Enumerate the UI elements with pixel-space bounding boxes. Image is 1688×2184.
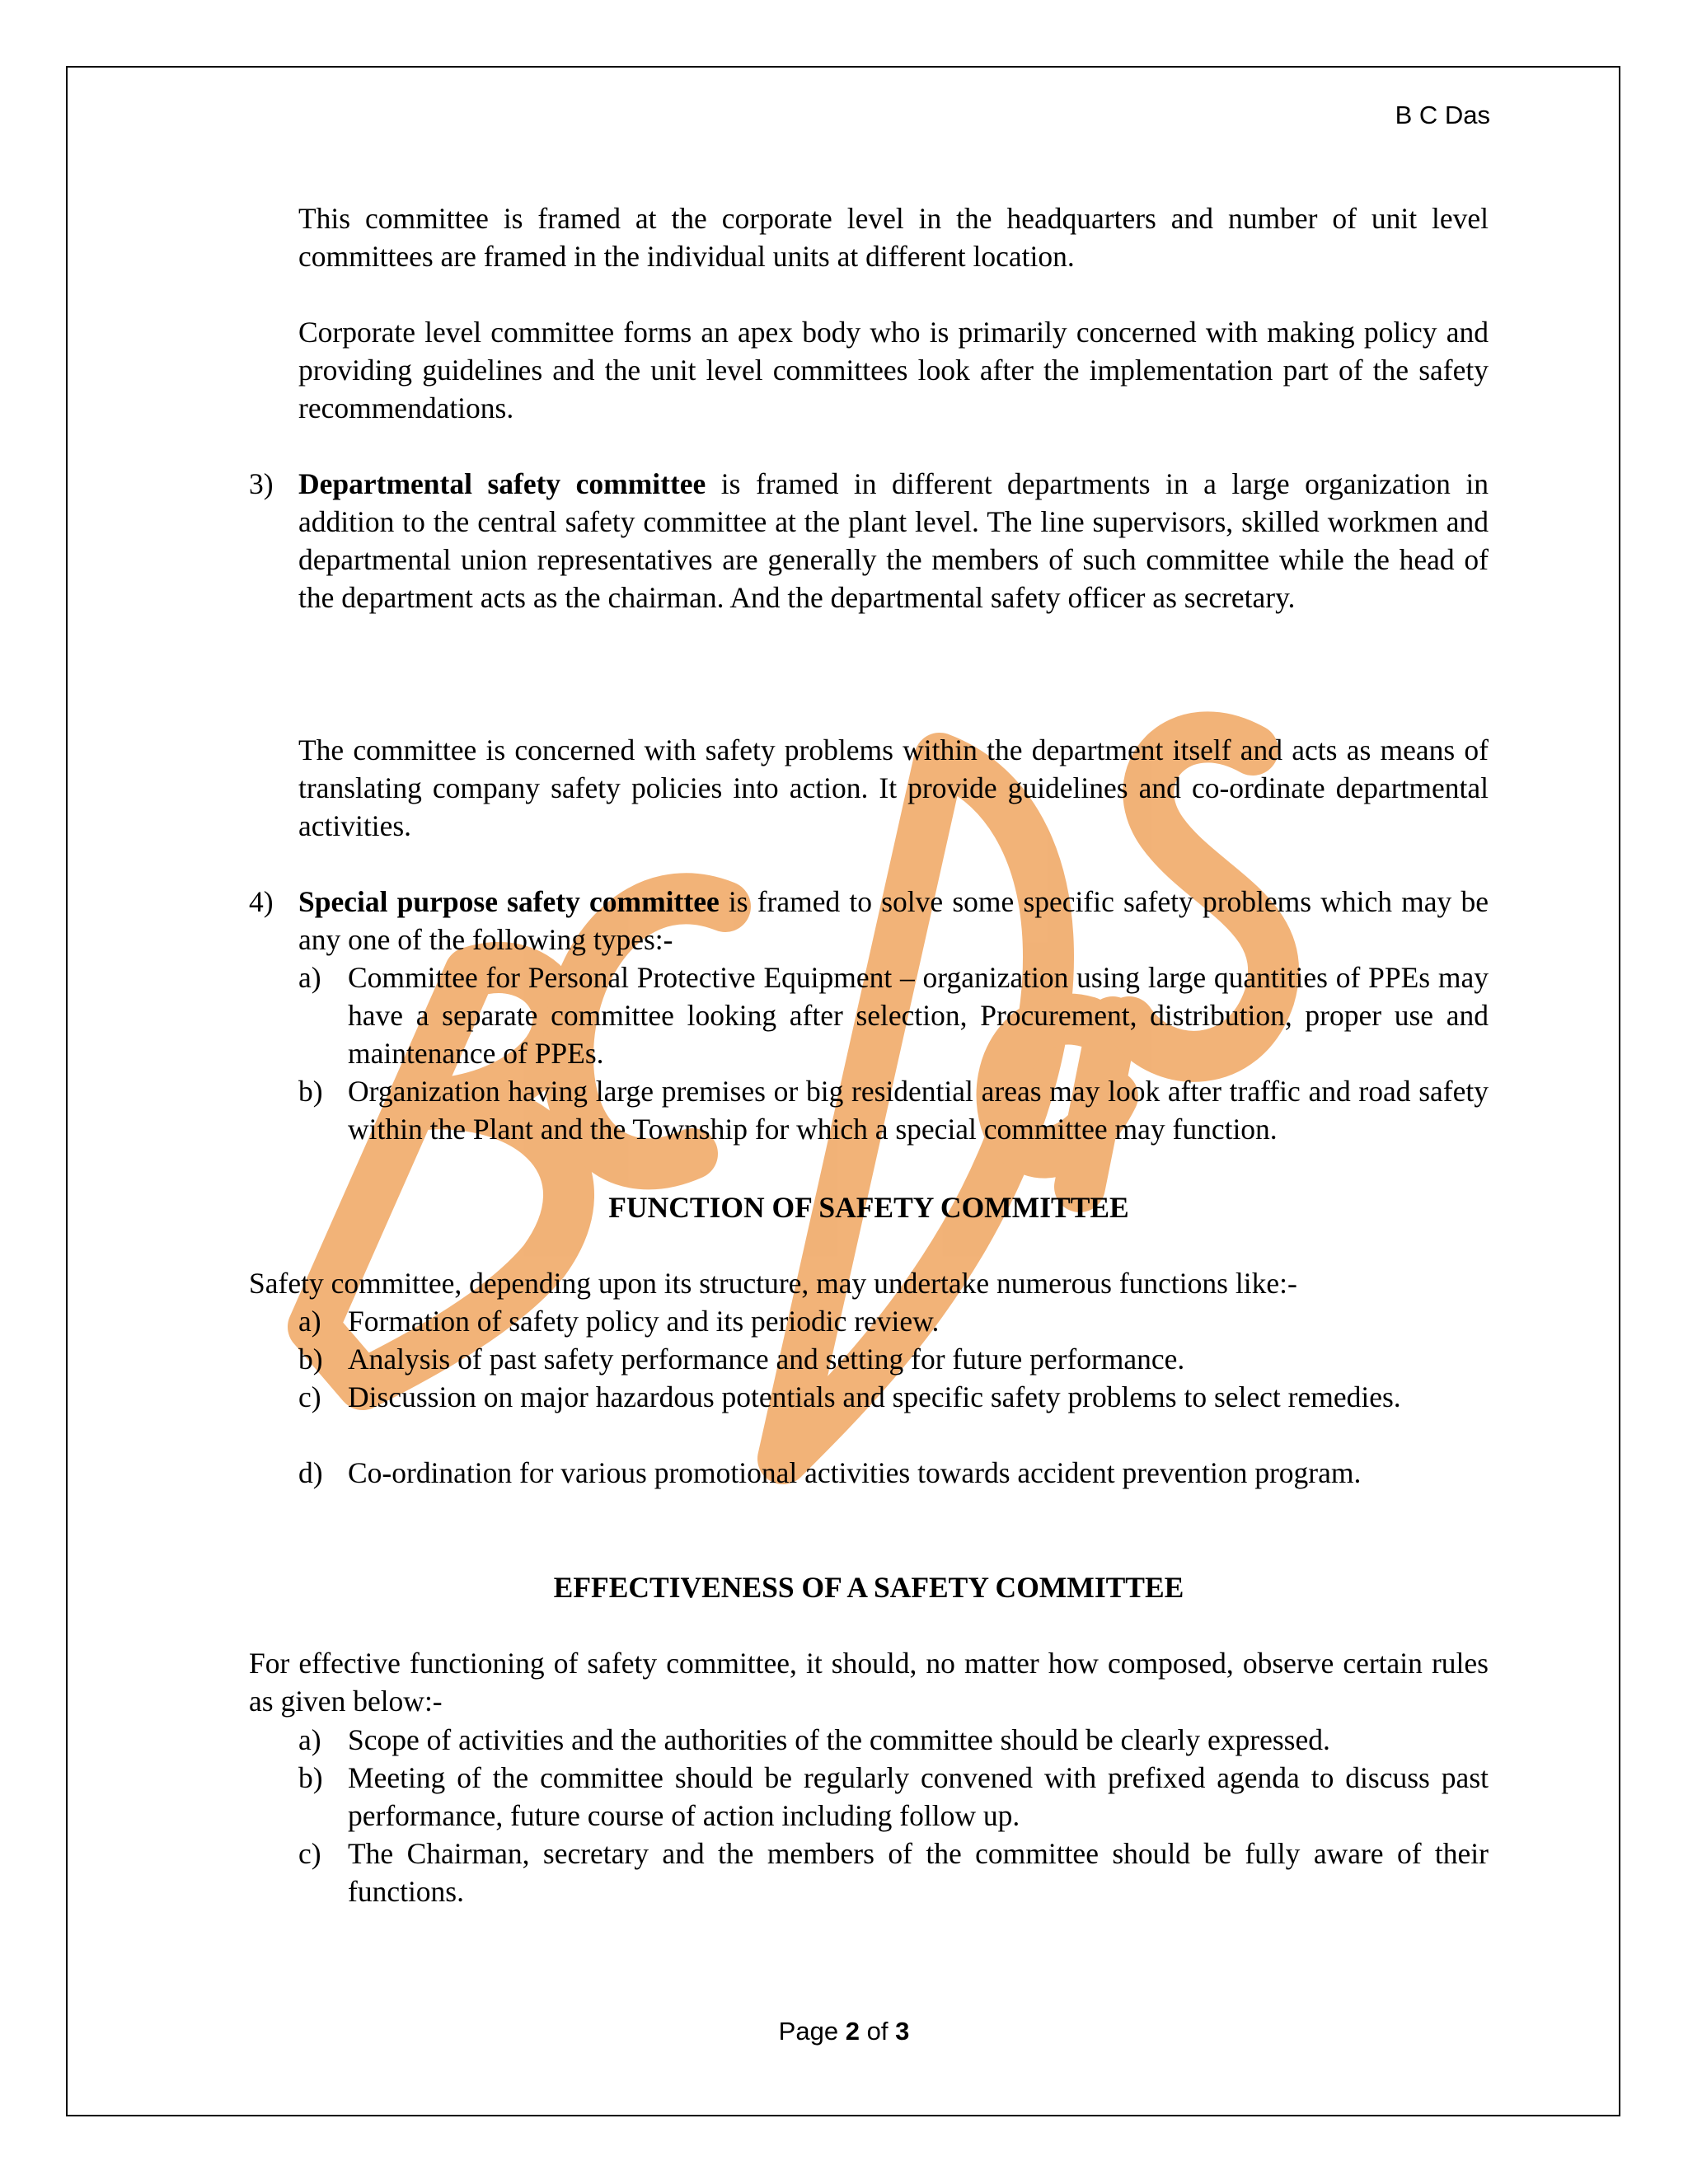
list-item-text: Co-ordination for various promotional activities towards accident prevention program. <box>348 1456 1362 1489</box>
page-footer <box>0 2013 1688 2050</box>
item-4-title: Special purpose safety committee <box>298 885 720 918</box>
intro-paragraph-1: This committee is framed at the corporate level in the headquarters and number of unit level committees are framed in the individual units at different location. <box>298 202 1489 273</box>
list-item-text: Analysis of past safety performance and setting for future performance. <box>348 1343 1185 1376</box>
function-intro: Safety committee, depending upon its structure, may undertake numerous functions like:- <box>249 1267 1297 1300</box>
list-item-text: The Chairman, secretary and the members of the committee should be fully aware of their functions. <box>348 1837 1489 1908</box>
list-item-text: Meeting of the committee should be regularly convened with prefixed agenda to discuss past performance, future course of action including follow up. <box>348 1761 1489 1832</box>
item-3-paragraph <box>298 465 1489 616</box>
list-item-text: Committee for Personal Protective Equipment – organization using large quantities of PPEs may have a separate committee looking after selection, Procurement, distribution, proper use and maintenance of PPEs. <box>348 961 1489 1070</box>
page-label: Page <box>778 2017 839 2046</box>
list-item-text: Discussion on major hazardous potentials and specific safety problems to select remedies. <box>348 1380 1401 1413</box>
list-item-text: Organization having large premises or big residential areas may look after traffic and road safety within the Plant and the Township for which a special committee may function. <box>348 1075 1489 1146</box>
section-heading-function: FUNCTION OF SAFETY COMMITTEE <box>608 1191 1129 1224</box>
list-item-text: Formation of safety policy and its periodic review. <box>348 1305 940 1338</box>
header-author: B C Das <box>1395 101 1490 129</box>
list-item-label: a) <box>298 961 321 994</box>
page-current: 2 <box>845 2017 860 2046</box>
section-heading-effectiveness: EFFECTIVENESS OF A SAFETY COMMITTEE <box>553 1571 1184 1604</box>
list-item-label: a) <box>298 1305 321 1338</box>
list-item-label: c) <box>298 1380 321 1413</box>
of-label: of <box>866 2017 889 2046</box>
intro-paragraph-2: Corporate level committee forms an apex body who is primarily concerned with making policy and providing guidelines and the unit level committees look after the implementation part of the safety recommendations. <box>298 316 1489 424</box>
list-item-label: b) <box>298 1761 323 1794</box>
list-item-text: Scope of activities and the authorities of the committee should be clearly expressed. <box>348 1723 1330 1756</box>
page-total: 3 <box>895 2017 910 2046</box>
effectiveness-intro: For effective functioning of safety committee, it should, no matter how composed, observe certain rules as given below:- <box>249 1647 1489 1718</box>
item-3-number: 3) <box>249 467 274 500</box>
item-3-paragraph-2: The committee is concerned with safety problems within the department itself and acts as means of translating company safety policies into action. It provide guidelines and co-ordinate departmental activities. <box>298 733 1489 842</box>
item-4-text: is framed to solve some specific safety problems which may be any one of the following types:- <box>298 885 1489 956</box>
item-3-title: Departmental safety committee <box>298 467 706 500</box>
list-item-label: b) <box>298 1343 323 1376</box>
item-3-text: is framed in different departments in a large organization in addition to the central safety committee at the plant level. The line supervisors, skilled workmen and departmental union representatives are generally the members of such committee while the head of the department acts as the chairman. And the departmental safety officer as secretary. <box>298 467 1489 614</box>
list-item-label: b) <box>298 1075 323 1108</box>
item-4-number: 4) <box>249 885 274 918</box>
list-item-label: a) <box>298 1723 321 1756</box>
item-4-paragraph <box>298 883 1489 958</box>
list-item-label: c) <box>298 1837 321 1870</box>
list-item-label: d) <box>298 1456 323 1489</box>
